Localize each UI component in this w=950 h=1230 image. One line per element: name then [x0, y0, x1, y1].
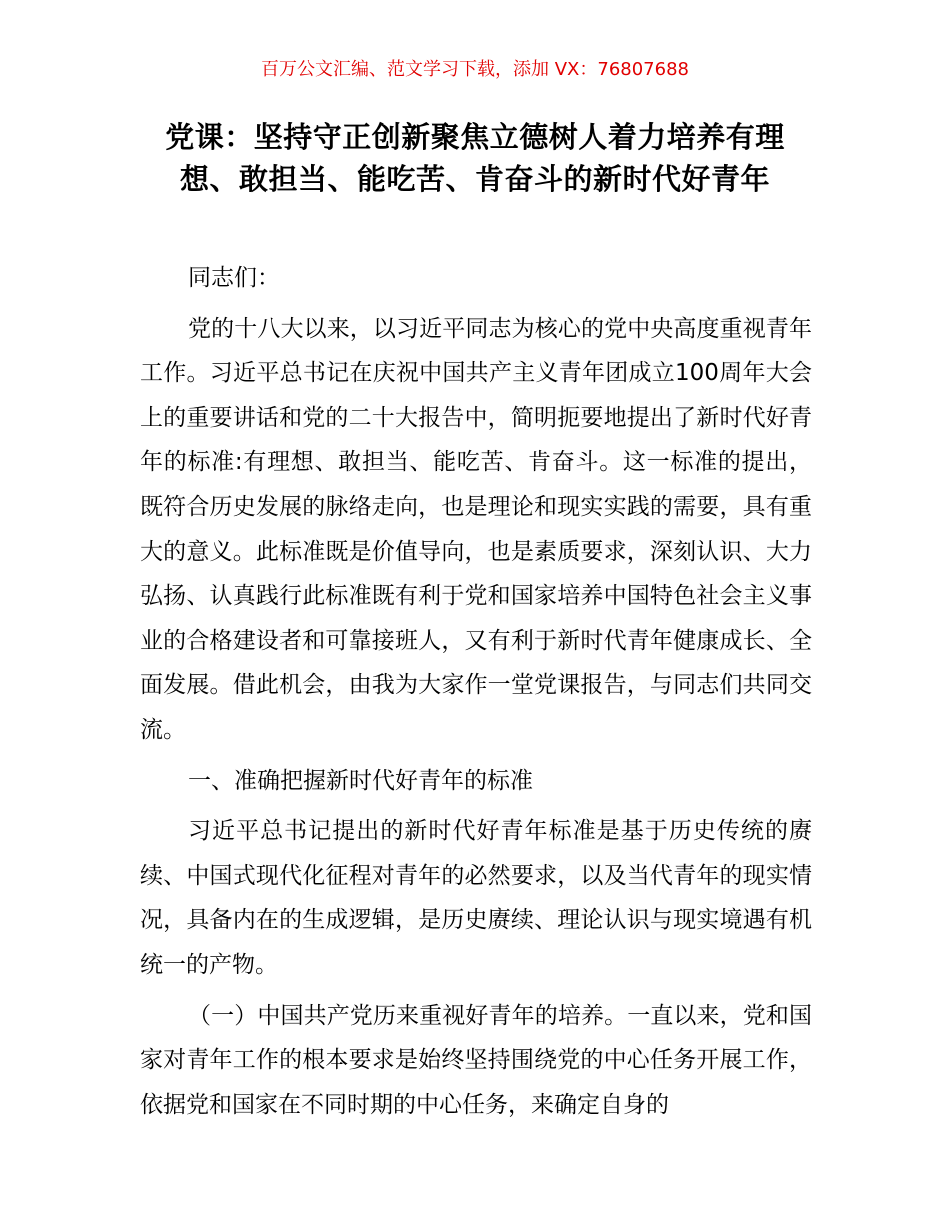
paragraph-subsection-1: （一）中国共产党历来重视好青年的培养。一直以来，党和国家对青年工作的根本要求是始终坚持围绕党的中心任务开展工作，依据党和国家在不同时期的中心任务，来确定自身的 [140, 1002, 812, 1118]
document-body [140, 256, 812, 1127]
paragraph-section-1: 习近平总书记提出的新时代好青年标准是基于历史传统的赓续、中国式现代化征程对青年的必然要求，以及当代青年的现实情况，具备内在的生成逻辑，是历史赓续、理论认识与现实境遇有机统一的产物。 [140, 818, 812, 978]
watermark-text: 百万公文汇编、范文学习下载，添加 VX：76807688 [261, 59, 689, 80]
section-heading-1: 一、准确把握新时代好青年的标准 [188, 767, 533, 794]
salutation: 同志们： [188, 265, 280, 291]
document-title: 党课：坚持守正创新聚焦立德树人着力培养有理想、敢担当、能吃苦、肯奋斗的新时代好青年 [165, 120, 785, 196]
paragraph-intro: 党的十八大以来，以习近平同志为核心的党中央高度重视青年工作。习近平总书记在庆祝中国共产主义青年团成立100周年大会上的重要讲话和党的二十大报告中，简明扼要地提出了新时代好青年的标准:有理想、敢担当、能吃苦、肯奋斗。这一标准的提出，既符合历史发展的脉络走向，也是理论和现实实践的需要，具有重大的意义。此标准既是价值导向，也是素质要求，深刻认识、大力弘扬、认真践行此标准既有利于党和国家培养中国特色社会主义事业的合格建设者和可靠接班人，又有利于新时代青年健康成长、全面发展。借此机会，由我为大家作一堂党课报告，与同志们共同交流。 [140, 315, 812, 743]
